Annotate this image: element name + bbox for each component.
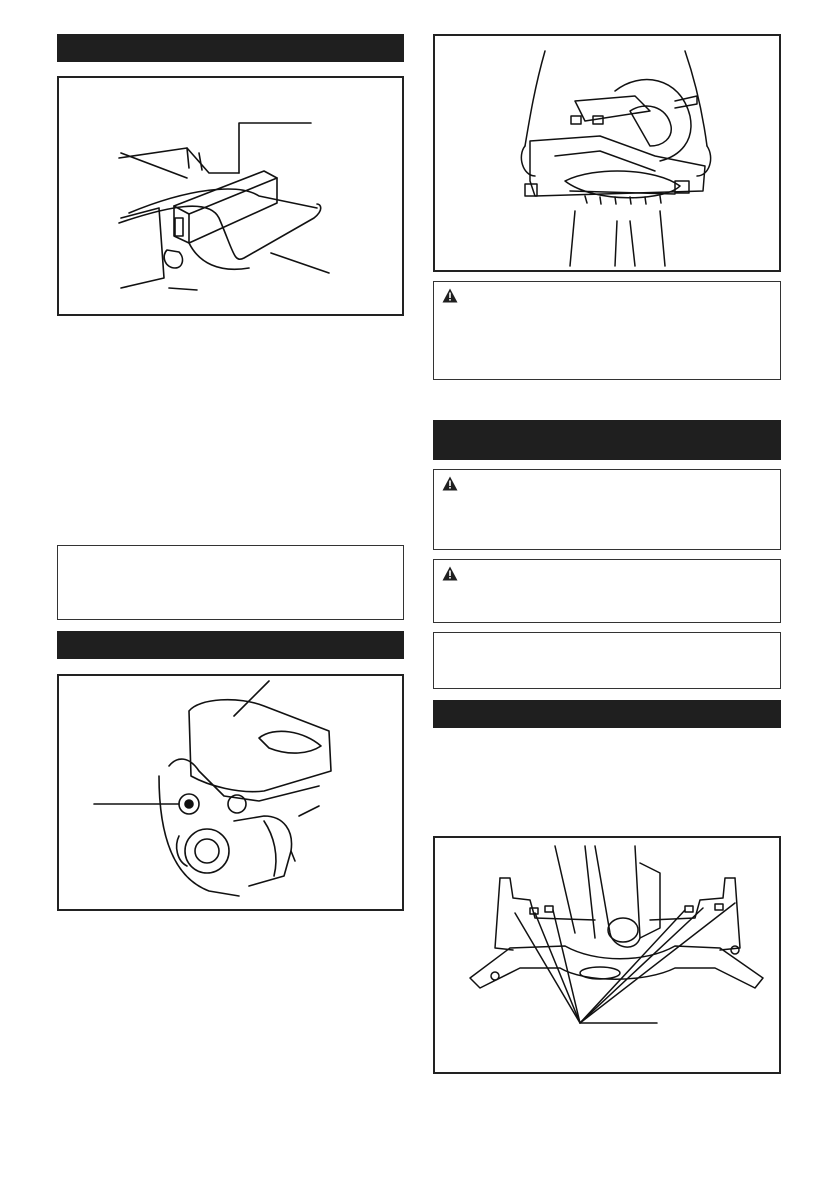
- warning-triangle-icon: [442, 476, 458, 491]
- pivot-illustration: [59, 676, 402, 909]
- holder-illustration: [59, 78, 402, 314]
- figure-carry-diagram: [433, 34, 781, 272]
- base-holes-illustration: [435, 838, 779, 1072]
- warning-triangle-icon: [442, 566, 458, 581]
- warning-triangle-icon: [442, 288, 458, 303]
- warning-box-2: [433, 469, 781, 550]
- left-section-header-1: [57, 34, 404, 62]
- figure-holder-diagram: [57, 76, 404, 316]
- left-note-box: [57, 545, 404, 620]
- figure-pivot-diagram: [57, 674, 404, 911]
- right-section-header-1: [433, 420, 781, 460]
- left-section-header-2: [57, 631, 404, 659]
- right-section-header-2: [433, 700, 781, 728]
- warning-box-3: [433, 559, 781, 623]
- figure-base-holes-diagram: [433, 836, 781, 1074]
- carry-illustration: [435, 36, 779, 270]
- warning-box-1: [433, 281, 781, 380]
- right-note-box: [433, 632, 781, 689]
